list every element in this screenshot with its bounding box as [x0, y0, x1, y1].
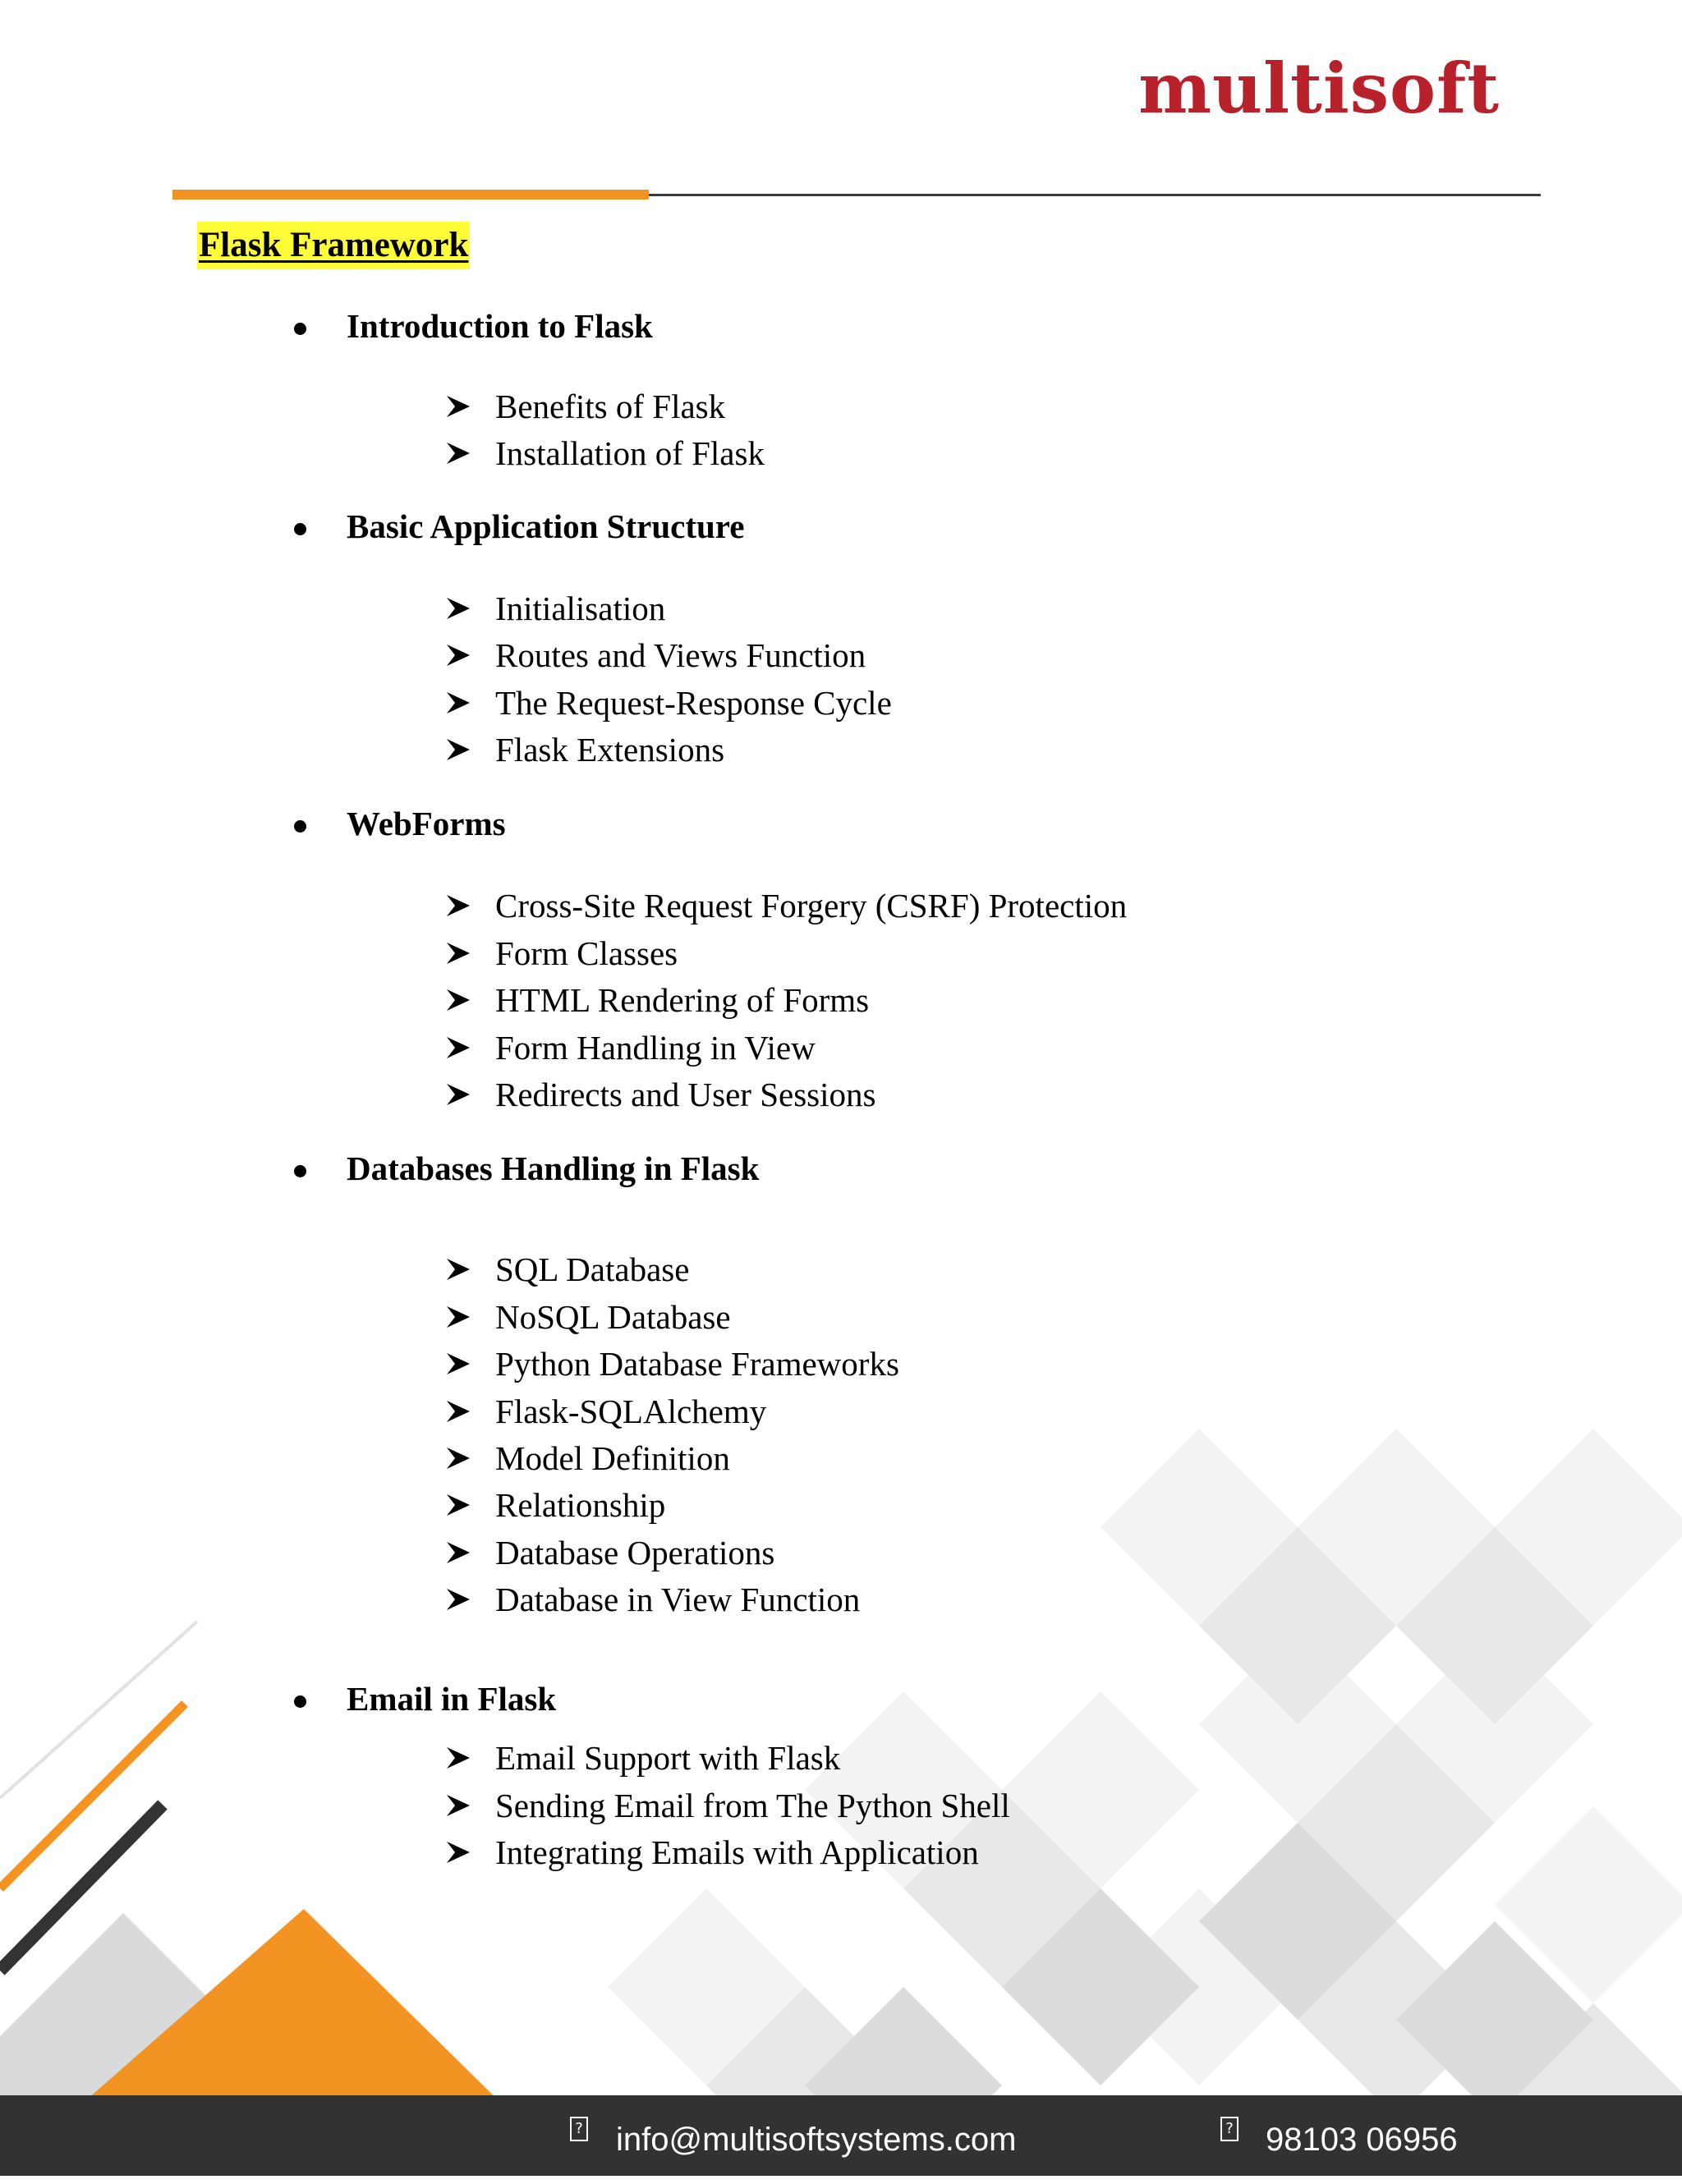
list-item-label: Form Classes [495, 934, 678, 972]
bullet-icon [294, 1695, 306, 1708]
bullet-icon [294, 820, 306, 833]
bullet-icon [294, 523, 306, 535]
contact-footer [0, 2095, 1682, 2176]
list-item [0, 1481, 1682, 1529]
list-item-label: Sending Email from The Python Shell [495, 1787, 1010, 1824]
header-accent-rule [172, 190, 649, 200]
arrow-bullet-icon [445, 596, 471, 621]
header-divider-rule [649, 194, 1541, 196]
bullet-icon [294, 1165, 306, 1177]
arrow-bullet-icon [445, 394, 471, 419]
list-item [0, 679, 1682, 727]
list-item-label: Flask-SQLAlchemy [495, 1393, 767, 1430]
arrow-bullet-icon [445, 988, 471, 1012]
topic-email-in-flask [0, 1674, 1682, 1723]
topic-title: Email in Flask [347, 1680, 557, 1718]
list-item [0, 383, 1682, 430]
list-item-label: NoSQL Database [495, 1298, 731, 1336]
arrow-bullet-icon [445, 1399, 471, 1424]
topic-title: WebForms [347, 805, 506, 842]
list-item-label: Cross-Site Request Forgery (CSRF) Protection [495, 887, 1128, 925]
footer-email[interactable]: info@multisoftsystems.com [616, 2122, 1017, 2158]
arrow-bullet-icon [445, 1793, 471, 1818]
arrow-bullet-icon [445, 1035, 471, 1060]
arrow-bullet-icon [445, 1840, 471, 1865]
arrow-bullet-icon [445, 643, 471, 668]
section-title: Flask Framework [197, 222, 470, 269]
list-item [0, 1529, 1682, 1576]
list-item-label: Benefits of Flask [495, 388, 726, 425]
list-item-label: Installation of Flask [495, 434, 765, 472]
arrow-bullet-icon [445, 691, 471, 715]
list-item-label: Form Handling in View [495, 1029, 816, 1067]
list-item-label: HTML Rendering of Forms [495, 981, 870, 1019]
topic-webforms [0, 799, 1682, 848]
phone-icon: ? [1220, 2117, 1239, 2141]
topic-title: Basic Application Structure [347, 507, 745, 545]
list-item [0, 631, 1682, 679]
list-item-label: Email Support with Flask [495, 1739, 841, 1777]
arrow-bullet-icon [445, 1257, 471, 1282]
arrow-bullet-icon [445, 1493, 471, 1517]
list-item [0, 1024, 1682, 1071]
footer-phone[interactable]: 98103 06956 [1266, 2122, 1458, 2158]
topic-introduction [0, 301, 1682, 351]
multisoft-logo: multisoft [1138, 48, 1500, 129]
list-item [0, 1734, 1682, 1782]
list-item [0, 429, 1682, 477]
list-item [0, 1340, 1682, 1388]
list-item [0, 726, 1682, 773]
arrow-bullet-icon [445, 1540, 471, 1565]
arrow-bullet-icon [445, 441, 471, 466]
bullet-icon [294, 323, 306, 335]
list-item [0, 585, 1682, 632]
topic-databases-handling [0, 1144, 1682, 1193]
list-item-label: Initialisation [495, 590, 666, 627]
arrow-bullet-icon [445, 1746, 471, 1770]
arrow-bullet-icon [445, 1082, 471, 1107]
topic-title: Databases Handling in Flask [347, 1149, 760, 1187]
list-item-label: Integrating Emails with Application [495, 1833, 979, 1871]
list-item [0, 1246, 1682, 1293]
list-item [0, 1293, 1682, 1341]
arrow-bullet-icon [445, 737, 471, 762]
list-item-label: Routes and Views Function [495, 636, 866, 674]
list-item [0, 1782, 1682, 1829]
list-item-label: Relationship [495, 1486, 666, 1524]
arrow-bullet-icon [445, 1351, 471, 1376]
list-item-label: Flask Extensions [495, 731, 725, 769]
arrow-bullet-icon [445, 1446, 471, 1471]
list-item [0, 929, 1682, 977]
list-item-label: SQL Database [495, 1250, 690, 1288]
list-item [0, 1576, 1682, 1623]
topic-title: Introduction to Flask [347, 307, 653, 345]
list-item-label: Database in View Function [495, 1581, 861, 1618]
list-item-label: Redirects and User Sessions [495, 1076, 876, 1113]
arrow-bullet-icon [445, 941, 471, 966]
list-item [0, 882, 1682, 929]
list-item [0, 1828, 1682, 1876]
arrow-bullet-icon [445, 1587, 471, 1612]
list-item [0, 1434, 1682, 1482]
list-item-label: Model Definition [495, 1439, 730, 1477]
list-item [0, 1071, 1682, 1118]
topic-basic-application-structure [0, 502, 1682, 551]
list-item-label: The Request-Response Cycle [495, 684, 892, 722]
email-icon: ? [570, 2117, 588, 2141]
list-item-label: Database Operations [495, 1534, 775, 1571]
list-item [0, 1388, 1682, 1435]
arrow-bullet-icon [445, 1305, 471, 1329]
list-item [0, 976, 1682, 1024]
arrow-bullet-icon [445, 893, 471, 918]
list-item-label: Python Database Frameworks [495, 1345, 899, 1383]
